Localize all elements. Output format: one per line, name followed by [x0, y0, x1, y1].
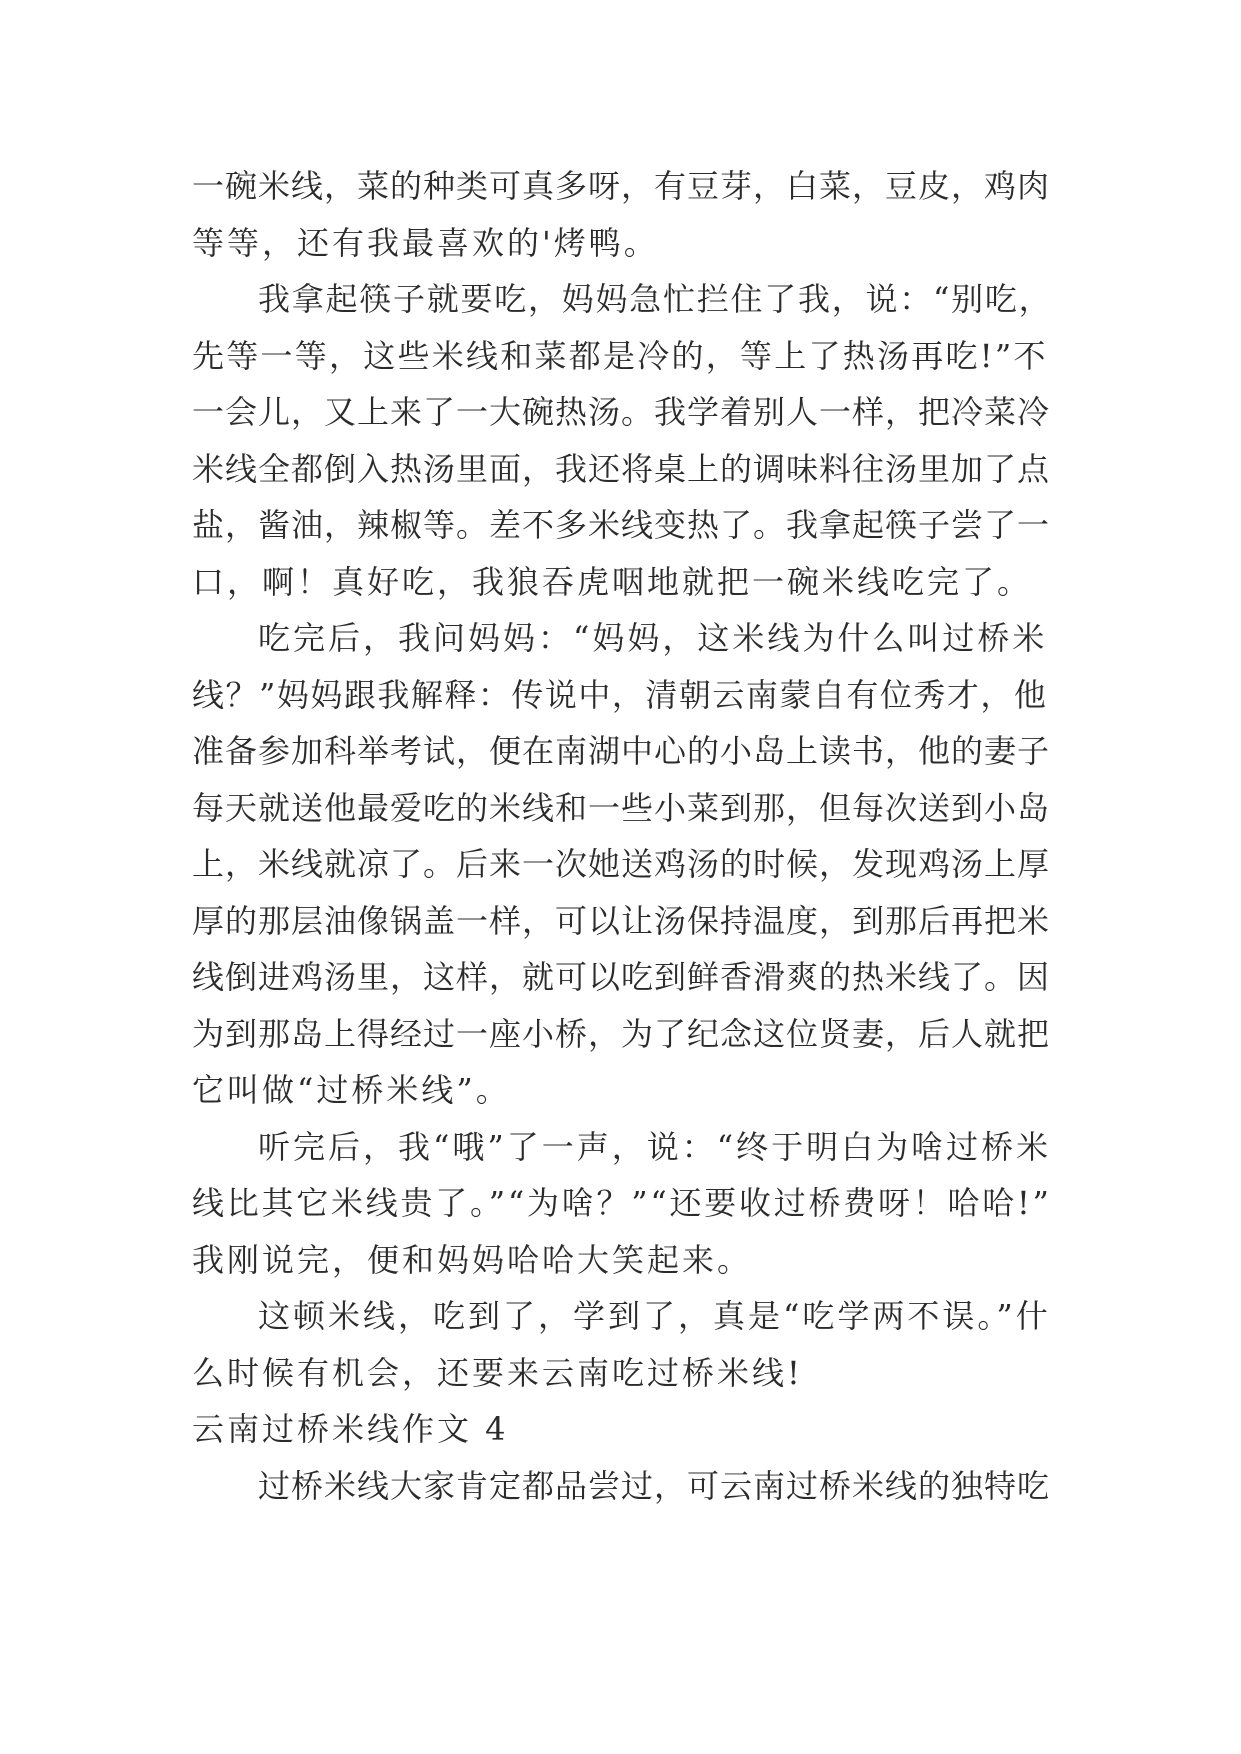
- text-line: 听完后，我“哦”了一声，说：“终于明白为啥过桥米: [258, 1127, 1052, 1166]
- text-line: 为到那岛上得经过一座小桥，为了纪念这位贤妻，后人就把: [192, 1014, 1051, 1053]
- text-line: 一碗米线，菜的种类可真多呀，有豆芽，白菜，豆皮，鸡肉: [192, 167, 1051, 205]
- text-line: 先等一等，这些米线和菜都是冷的，等上了热汤再吃!”不: [192, 336, 1048, 375]
- text-line: 我刚说完，便和妈妈哈哈大笑起来。: [192, 1240, 753, 1279]
- article-body: [192, 158, 1052, 1514]
- text-line: 口，啊！真好吃，我狼吞虎咽地就把一碗米线吃完了。: [192, 562, 1033, 601]
- text-line: 厚的那层油像锅盖一样，可以让汤保持温度，到那后再把米: [192, 901, 1051, 940]
- section-heading: 云南过桥米线作文 4: [192, 1410, 509, 1448]
- text-line: 每天就送他最爱吃的米线和一些小菜到那，但每次送到小岛: [192, 788, 1051, 827]
- text-line: 等等，还有我最喜欢的'烤鸭。: [192, 223, 659, 262]
- text-line: 盐，酱油，辣椒等。差不多米线变热了。我拿起筷子尝了一: [192, 506, 1051, 544]
- text-line: 我拿起筷子就要吃，妈妈急忙拦住了我，说：“别吃，: [258, 280, 1053, 318]
- text-line: 线倒进鸡汤里，这样，就可以吃到鲜香滑爽的热米线了。因: [192, 958, 1051, 996]
- text-line: 吃完后，我问妈妈：“妈妈，这米线为什么叫过桥米: [258, 619, 1048, 657]
- text-line: 上，米线就凉了。后来一次她送鸡汤的时候，发现鸡汤上厚: [192, 845, 1051, 883]
- text-line: 线？”妈妈跟我解释：传说中，清朝云南蒙自有位秀才，他: [192, 675, 1048, 714]
- text-line: 一会儿，又上来了一大碗热汤。我学着别人一样，把冷菜冷: [192, 393, 1051, 431]
- text-line: 准备参加科举考试，便在南湖中心的小岛上读书，他的妻子: [192, 732, 1051, 770]
- text-line: 线比其它米线贵了。”“为啥？”“还要收过桥费呀！哈哈!”: [192, 1184, 1052, 1222]
- text-line: 它叫做“过桥米线”。: [192, 1071, 511, 1109]
- text-line: 么时候有机会，还要来云南吃过桥米线!: [192, 1353, 803, 1392]
- text-line: 过桥米线大家肯定都品尝过，可云南过桥米线的独特吃: [258, 1466, 1051, 1505]
- text-line: 米线全都倒入热汤里面，我还将桌上的调味料往汤里加了点: [192, 449, 1051, 488]
- text-line: 这顿米线，吃到了，学到了，真是“吃学两不误。”什: [258, 1297, 1051, 1335]
